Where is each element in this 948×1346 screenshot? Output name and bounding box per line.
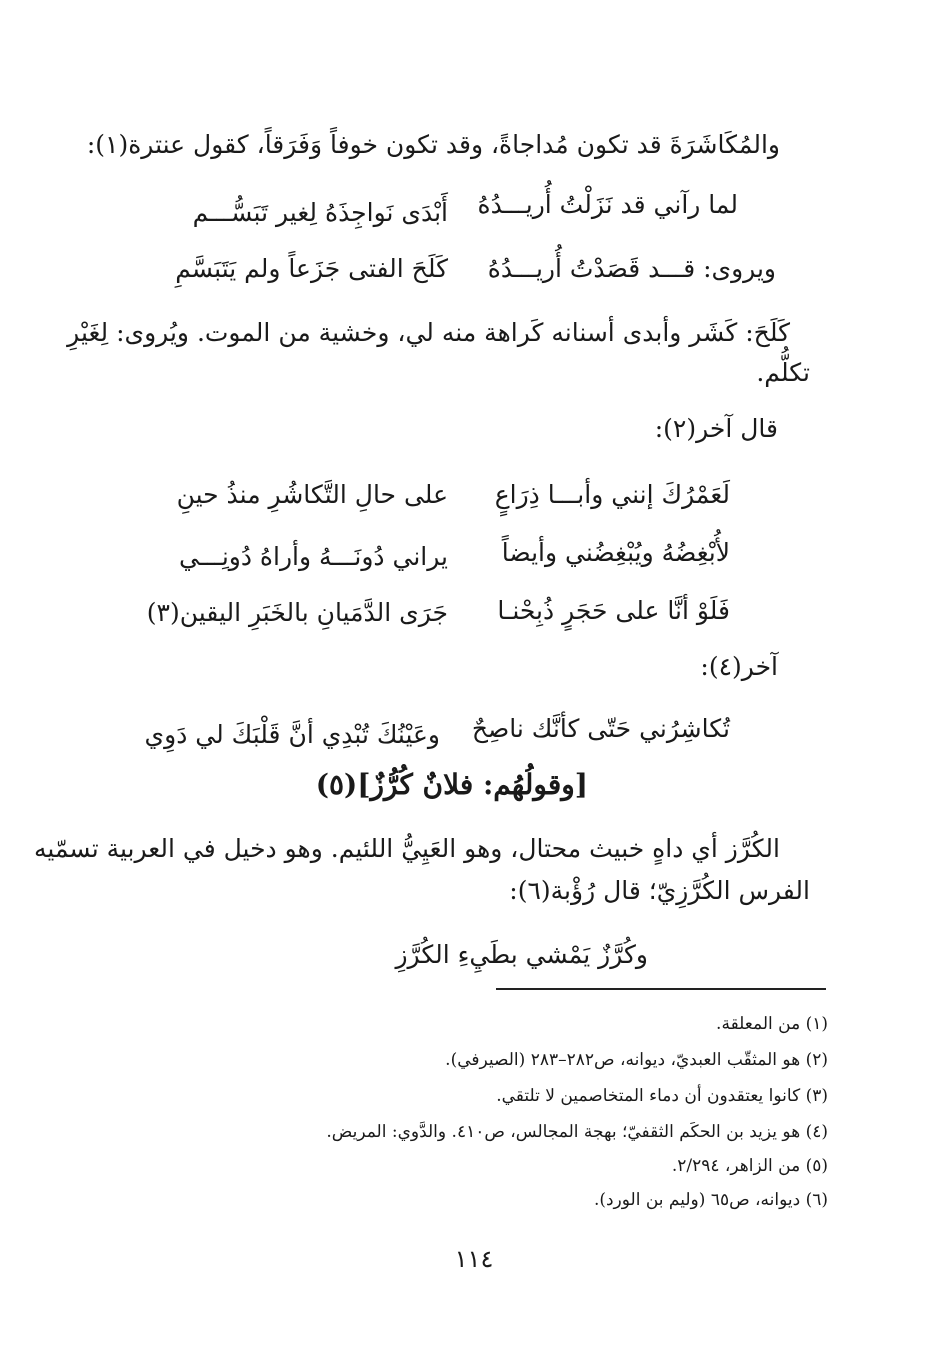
footnote-separator [496,988,826,990]
paragraph-2-line-2: الفرس الكُرَّزِيّ؛ قال رُؤْبة(٦): [509,876,810,905]
verse-2-1-second: على حالِ التَّكاشُرِ منذُ حينِ [176,480,448,509]
footnote-3: (٣) كانوا يعتقدون أن دماء المتخاصمين لا تلتقي. [496,1086,828,1106]
speaker-label-2: آخر(٤): [700,652,778,681]
page-number: ١١٤ [454,1245,494,1273]
verse-2-2-first: لأُبْغِضُهُ ويُبْغِضُني وأيضاً [501,538,730,567]
gloss-line-1: كَلَحَ: كَشَر وأبدى أسنانه كَراهة منه لي، وخشية من الموت. ويُروى: لِغَيْرِ [67,318,790,347]
intro-line: والمُكَاشَرَةَ قد تكون مُداجاةً، وقد تكون خوفاً وَفَرَقاً، كقول عنترة(١): [86,130,780,159]
gloss-line-2: تكلُّم. [756,358,810,387]
footnote-6: (٦) ديوانه، ص٦٥ (وليم بن الورد). [593,1190,828,1210]
footnote-2: (٢) هو المثقّب العبديّ، ديوانه، ص٢٨٢–٢٨٣ (الصيرفي). [445,1050,828,1070]
speaker-label-1: قال آخر(٢): [654,414,778,443]
verse-2-3-second: جَرَى الدَّمَيانِ بالخَبَرِ اليقين(٣) [146,598,448,627]
verse-1-second-hemistich: أَبْدَى نَواجِذَهُ لِغير تَبَسُّـــم [192,198,448,227]
verse-3-first: تُكاشِرُني حَتّى كأنَّك ناصِحٌ [471,714,730,743]
variant-second-hemistich: كَلَحَ الفتى جَزَعاً ولم يَتَبَسَّمِ [175,254,448,283]
verse-2-3-first: فَلَوْ أنَّا على حَجَرٍ ذُبِحْنـا [497,596,730,625]
paragraph-2-line-1: الكُرَّز أي داهٍ خبيث محتال، وهو العَيِيُّ اللئيم. وهو دخيل في العربية تسمّيه [34,834,780,863]
verse-2-2-second: يراني دُونَـــهُ وأراهُ دُونِـــي [179,542,448,571]
variant-first-hemistich: ويروى: قـــد قَصَدْتُ أُريـــدُهُ [487,254,776,283]
verse-2-1-first: لَعَمْرُكَ إنني وأبـــا ذِرَاعٍ [494,480,730,509]
verse-4: وكُرَّزٌ يَمْشي بطَيِءِ الكُرَّزِ [395,940,648,969]
footnote-5: (٥) من الزاهر، ٢/٢٩٤. [671,1156,828,1176]
verse-3-second: وعَيْنُكَ تُبْدِي أنَّ قَلْبَكَ لي دَوِي [144,720,440,749]
section-heading: [وقولُهُم: فلانٌ كُرُّزٌ](٥) [315,768,588,801]
verse-1-first-hemistich: لما رآني قد نَزَلْتُ أُريـــدُهُ [477,190,738,219]
footnote-4: (٤) هو يزيد بن الحكَم الثقفيّ؛ بهجة المجالس، ص٤١٠. والدَّوي: المريض. [326,1122,828,1142]
footnote-1: (١) من المعلقة. [716,1014,828,1034]
